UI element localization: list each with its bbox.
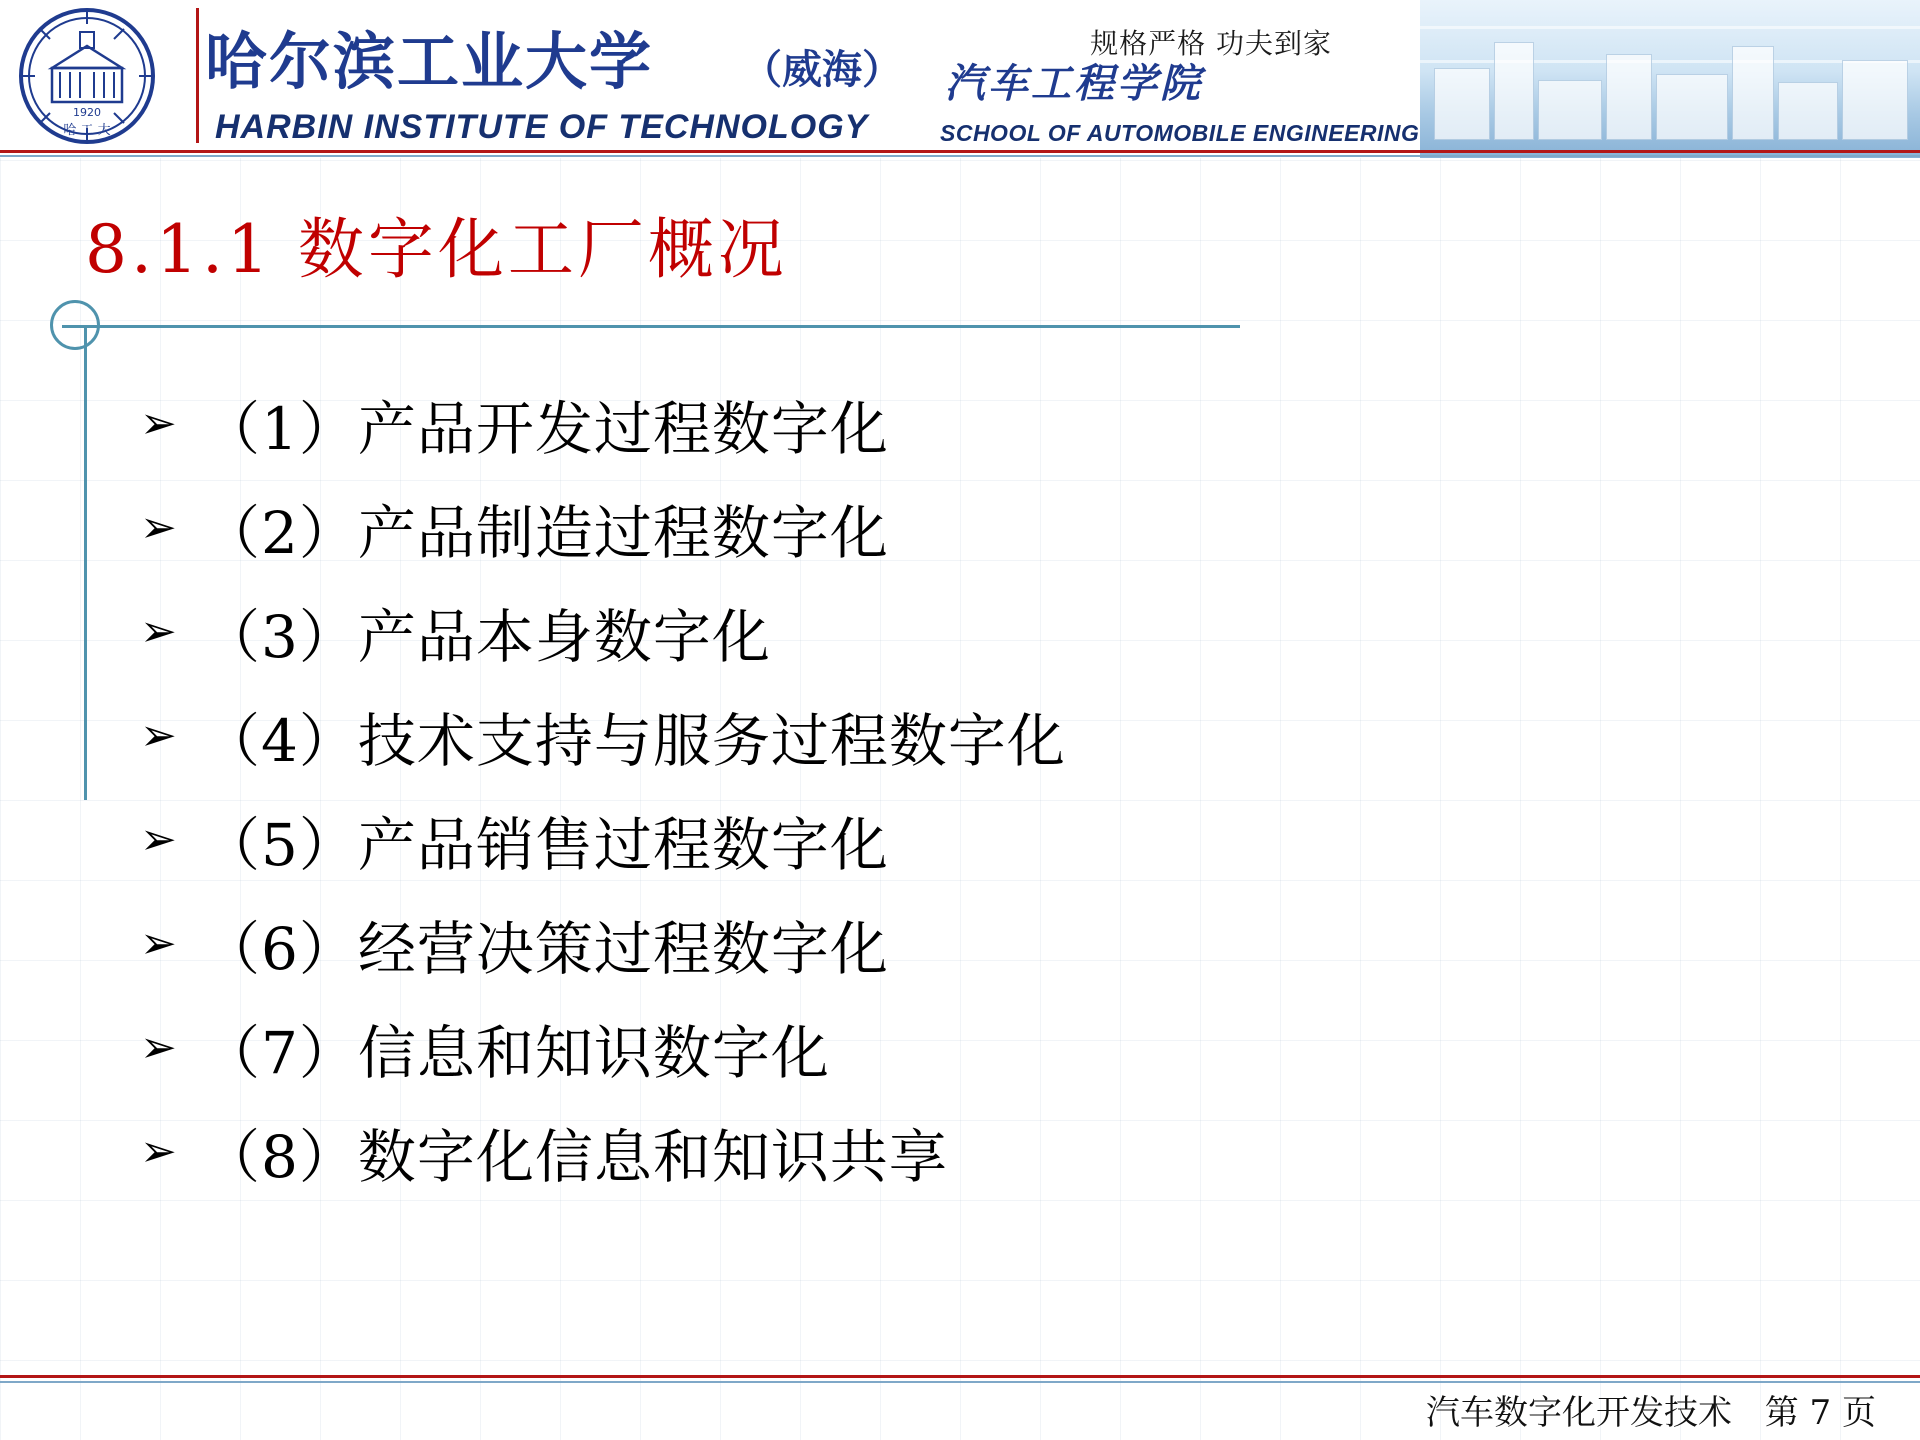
- arrow-bullet-icon: ➢: [140, 1126, 177, 1177]
- bullet-list: [140, 372, 1640, 1204]
- list-item: [140, 476, 1640, 580]
- campus-skyline-image: [1420, 0, 1920, 158]
- list-item: [140, 580, 1640, 684]
- arrow-bullet-icon: ➢: [140, 814, 177, 865]
- list-item-label: （5）产品销售过程数字化: [202, 811, 889, 879]
- arrow-bullet-icon: ➢: [140, 502, 177, 553]
- slide-header: [0, 0, 1920, 158]
- hit-logo-icon: [12, 6, 162, 146]
- arrow-bullet-icon: ➢: [140, 918, 177, 969]
- list-item-label: （7）信息和知识数字化: [202, 1019, 830, 1087]
- title-underline: [62, 325, 1240, 328]
- list-item: [140, 788, 1640, 892]
- footer-page-number: 第 7 页: [1764, 1393, 1876, 1433]
- university-motto: 规格严格 功夫到家: [1090, 27, 1332, 60]
- footer-rule-red: [0, 1375, 1920, 1378]
- university-name-cn: 哈尔滨工业大学: [205, 25, 654, 98]
- school-name-en: SCHOOL OF AUTOMOBILE ENGINEERING: [940, 120, 1420, 146]
- header-rule-red: [0, 150, 1920, 153]
- arrow-bullet-icon: ➢: [140, 606, 177, 657]
- content-vertical-rule: [84, 325, 87, 800]
- list-item-label: （4）技术支持与服务过程数字化: [202, 707, 1066, 775]
- university-name-en: HARBIN INSTITUTE OF TECHNOLOGY: [215, 108, 869, 146]
- list-item: [140, 1100, 1640, 1204]
- footer-course-title: 汽车数字化开发技术: [1426, 1393, 1732, 1433]
- arrow-bullet-icon: ➢: [140, 710, 177, 761]
- logo-cn-text: 哈 工 大: [63, 123, 111, 138]
- list-item: [140, 372, 1640, 476]
- arrow-bullet-icon: ➢: [140, 1022, 177, 1073]
- campus-name-cn: （威海）: [742, 46, 902, 93]
- logo-year-text: 1920: [73, 106, 101, 119]
- header-divider: [196, 8, 199, 143]
- footer-rule-blue: [0, 1381, 1920, 1383]
- slide-title: 8.1.1 数字化工厂概况: [85, 211, 788, 288]
- list-item-label: （2）产品制造过程数字化: [202, 499, 889, 567]
- list-item-label: （3）产品本身数字化: [202, 603, 771, 671]
- list-item-label: （6）经营决策过程数字化: [202, 915, 889, 983]
- school-name-cn: 汽车工程学院: [945, 60, 1203, 107]
- list-item-label: （1）产品开发过程数字化: [202, 395, 889, 463]
- list-item-label: （8）数字化信息和知识共享: [202, 1123, 948, 1191]
- arrow-bullet-icon: ➢: [140, 398, 177, 449]
- list-item: [140, 996, 1640, 1100]
- list-item: [140, 892, 1640, 996]
- header-rule-blue: [0, 155, 1920, 157]
- list-item: [140, 684, 1640, 788]
